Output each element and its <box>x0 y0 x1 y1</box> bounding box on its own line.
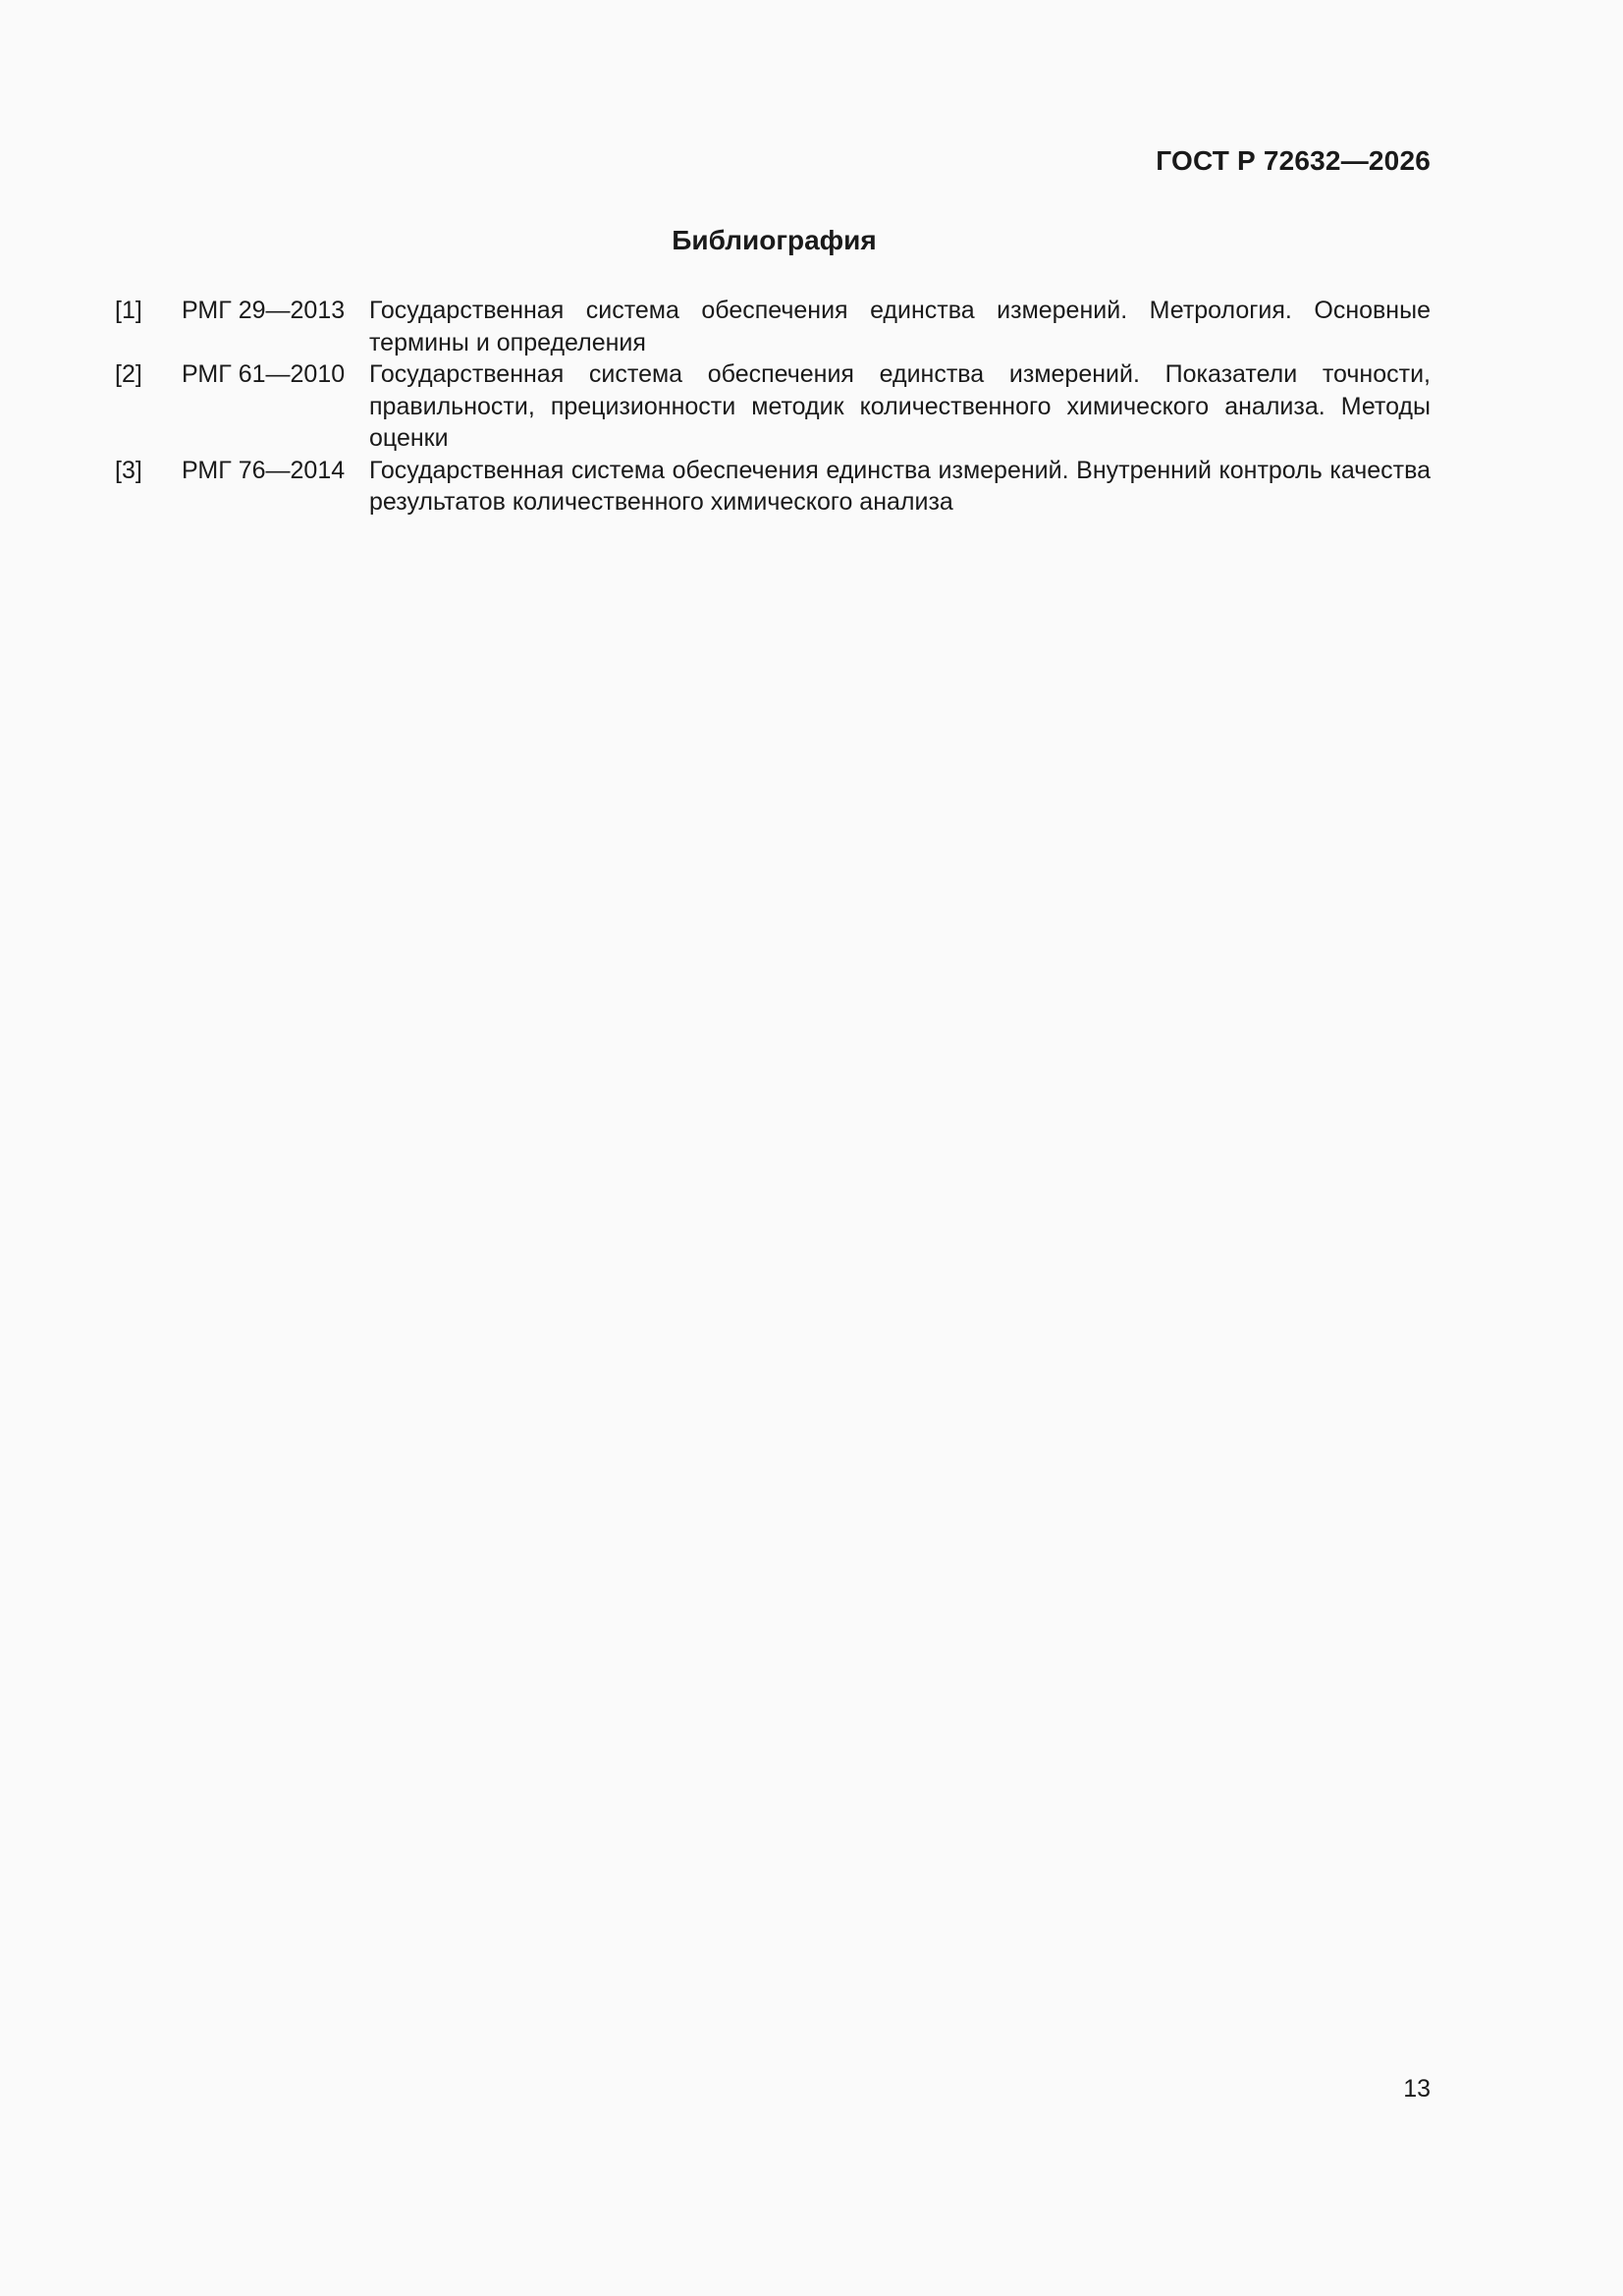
section-title: Библиография <box>672 225 877 255</box>
entry-number: [2] <box>115 360 142 388</box>
entry-number: [3] <box>115 456 142 484</box>
entry-code: РМГ 61—2010 <box>182 360 346 388</box>
entry-title: Государственная система обеспечения единства измерений. Показатели точности, правильности, прецизионности методик количественного химического анализа. Методы оценки <box>369 360 1431 452</box>
entry-code: РМГ 29—2013 <box>182 297 346 324</box>
page-number: 13 <box>1403 2075 1431 2103</box>
bibliography-entry <box>115 295 1431 358</box>
entry-title: Государственная система обеспечения единства измерений. Внутренний контроль качества результатов количественного химического анализа <box>369 456 1431 516</box>
bibliography-entry <box>115 358 1431 455</box>
bibliography-entry <box>115 455 1431 519</box>
document-code: ГОСТ Р 72632—2026 <box>1156 145 1431 176</box>
entry-number: [1] <box>115 297 142 324</box>
entry-code: РМГ 76—2014 <box>182 456 346 484</box>
entry-title: Государственная система обеспечения единства измерений. Метрология. Основные термины и определения <box>369 297 1431 356</box>
bibliography-list <box>115 295 1431 519</box>
